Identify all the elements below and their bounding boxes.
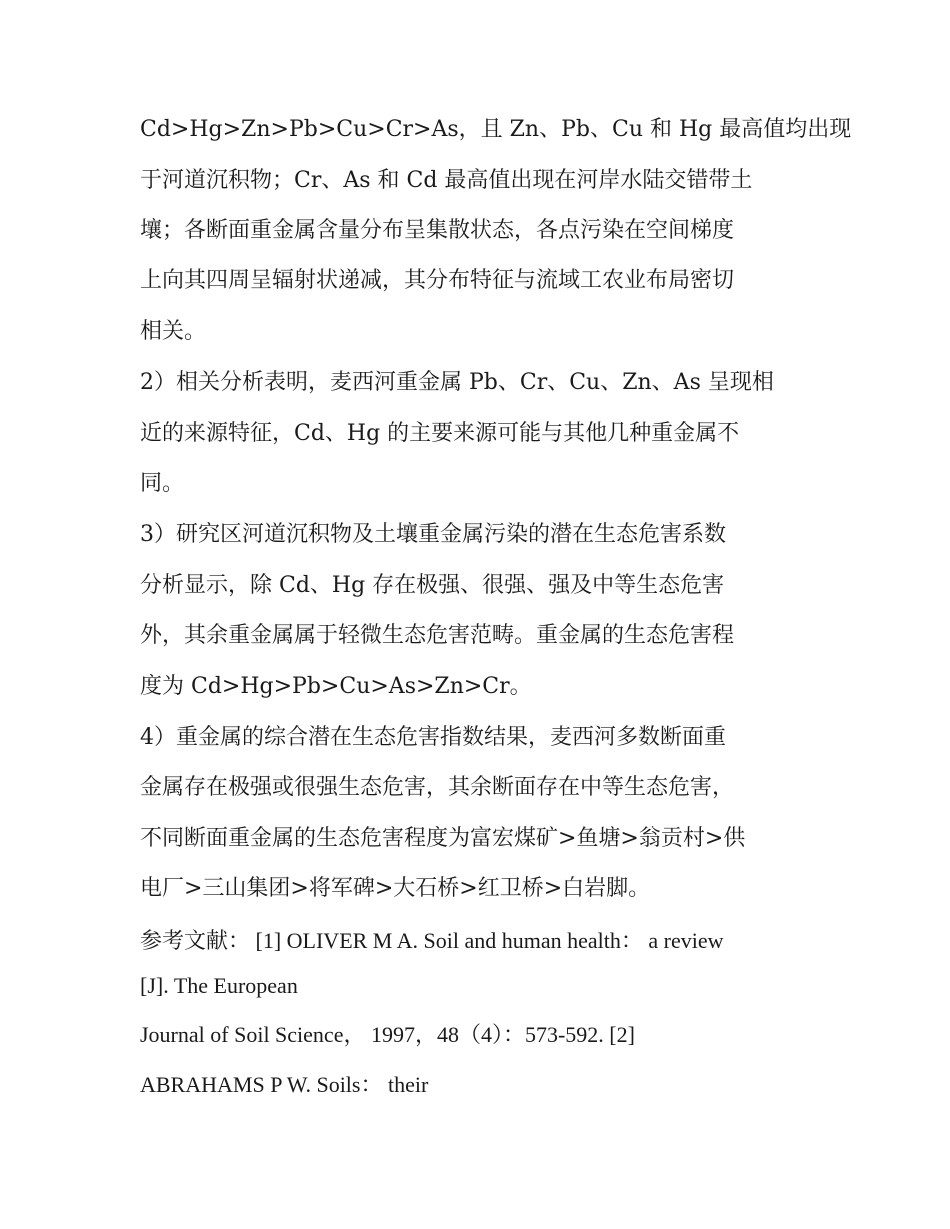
point-4-line-3: 不同断面重金属的生态危害程度为富宏煤矿>鱼塘>翁贡村>供 bbox=[140, 826, 746, 851]
conclusion-line-2: 于河道沉积物；Cr、As 和 Cd 最高值出现在河岸水陆交错带土 bbox=[140, 168, 753, 193]
point-3-line-3: 外，其余重金属属于轻微生态危害范畴。重金属的生态危害程 bbox=[140, 623, 735, 648]
point-3-line-2: 分析显示，除 Cd、Hg 存在极强、很强、强及中等生态危害 bbox=[140, 573, 725, 598]
reference-line-4: ABRAHAMS P W. Soils： their bbox=[140, 1072, 429, 1097]
conclusion-line-1: Cd>Hg>Zn>Pb>Cu>Cr>As，且 Zn、Pb、Cu 和 Hg 最高值均出现 bbox=[140, 117, 852, 142]
point-2-line-2: 近的来源特征，Cd、Hg 的主要来源可能与其他几种重金属不 bbox=[140, 421, 740, 446]
conclusion-line-3: 壤；各断面重金属含量分布呈集散状态，各点污染在空间梯度 bbox=[140, 218, 735, 243]
reference-line-1: 参考文献： [1] OLIVER M A. Soil and human health： a review bbox=[140, 928, 724, 953]
point-2-line-3: 同。 bbox=[140, 471, 185, 496]
conclusion-line-4: 上向其四周呈辐射状递减，其分布特征与流域工农业布局密切 bbox=[140, 268, 735, 293]
reference-line-2: [J]. The European bbox=[140, 973, 298, 998]
point-4-line-1: 4）重金属的综合潜在生态危害指数结果，麦西河多数断面重 bbox=[140, 725, 726, 750]
point-3-line-1: 3）研究区河道沉积物及土壤重金属污染的潜在生态危害系数 bbox=[140, 522, 726, 547]
point-3-line-4: 度为 Cd>Hg>Pb>Cu>As>Zn>Cr。 bbox=[140, 674, 532, 699]
point-4-line-4: 电厂>三山集团>将军碑>大石桥>红卫桥>白岩脚。 bbox=[140, 876, 651, 901]
point-2-line-1: 2）相关分析表明，麦西河重金属 Pb、Cr、Cu、Zn、As 呈现相 bbox=[140, 370, 774, 395]
reference-line-3: Journal of Soil Science， 1997，48（4）：573-592. [2] bbox=[140, 1022, 635, 1047]
point-4-line-2: 金属存在极强或很强生态危害，其余断面存在中等生态危害， bbox=[140, 775, 735, 800]
conclusion-line-5: 相关。 bbox=[140, 319, 207, 344]
